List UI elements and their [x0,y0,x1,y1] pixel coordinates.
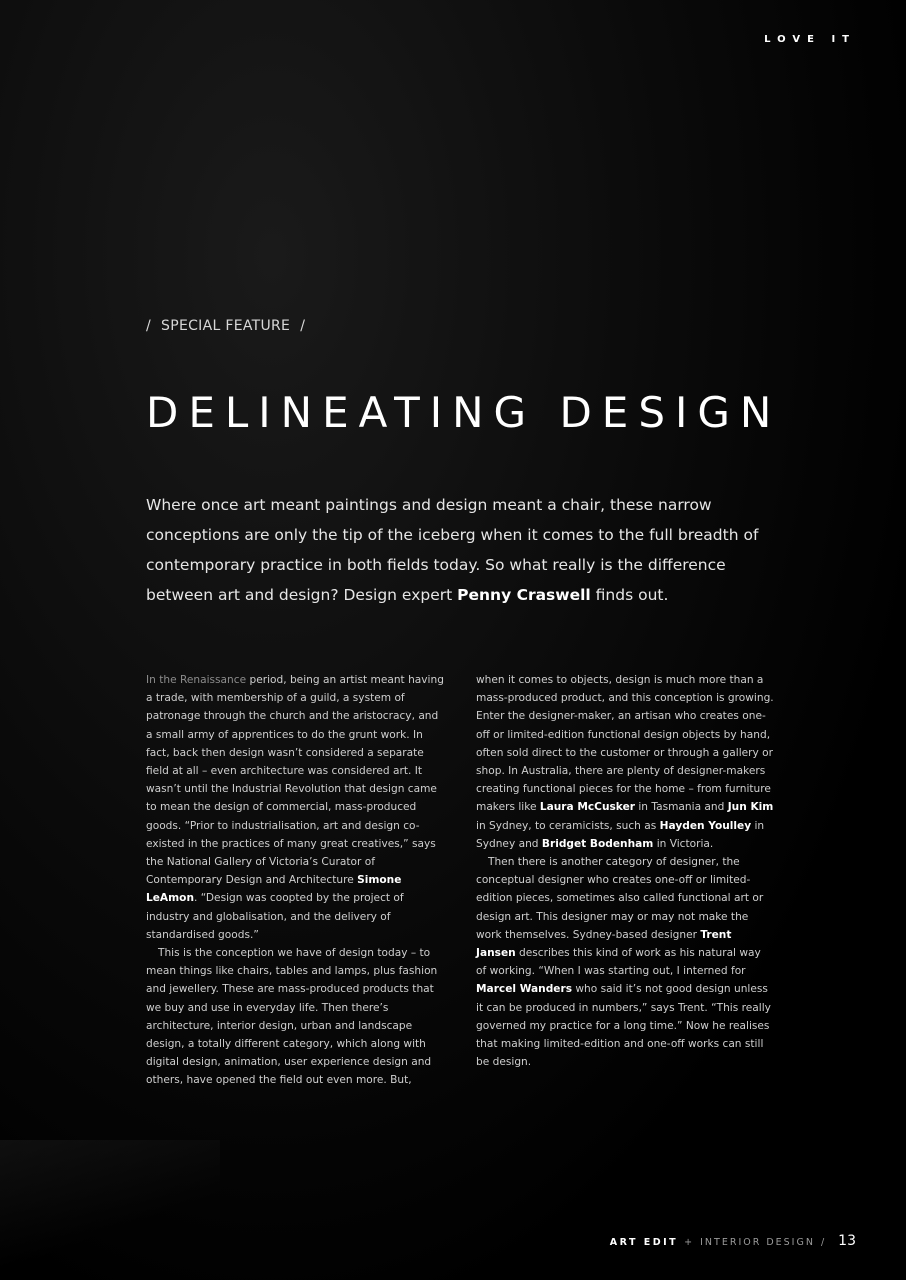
paragraph-text: when it comes to objects, design is much more than a mass-produced product, and this conception is growing. Enter the designer-maker, an artisan who creates one-off or limited-edition functional design objects by hand, often sold direct to the customer or through a gallery or shop. In Australia, there are plenty of designer-makers creating functional pieces for the home – from furniture makers like [476,674,774,814]
background-shadow [0,1140,220,1280]
kicker-slash-right: / [300,318,306,334]
lead-in: In the Renaissance [146,674,247,686]
person-name: Jun Kim [727,801,774,814]
person-name: Bridget Bodenham [541,837,654,850]
section-tag: LOVE IT [764,34,856,45]
paragraph-text: in Victoria. [653,837,714,850]
body-column-right [476,671,774,1071]
paragraph-text: in Sydney and [476,819,765,850]
person-name: Hayden Youlley [659,819,752,832]
article-title: DELINEATING DESIGN [146,388,782,437]
person-name: Laura McCusker [539,801,635,814]
page-number: 13 [838,1233,856,1249]
footer-slash: / [820,1237,827,1248]
kicker-slash-left: / [146,318,152,334]
paragraph [146,671,444,944]
paragraph-text: Then there is another category of designer, the conceptual designer who creates one-off or limited-edition pieces, sometimes also called functional art or design art. This designer may or may not make the work themselves. Sydney-based designer [476,856,764,941]
kicker [146,318,315,334]
paragraph [476,671,774,853]
person-name: Marcel Wanders [476,983,572,996]
footer-brand: ART EDIT [609,1237,679,1248]
paragraph: This is the conception we have of design today – to mean things like chairs, tables and lamps, plus fashion and jewellery. These are mass-produced products that we buy and use in everyday life. Then there’s architecture, interior design, urban and landscape design, a totally different category, which along with digital design, animation, user experience design and others, have opened the field out even more. But, [146,947,438,1087]
person-name: Simone LeAmon [146,874,402,905]
body-column-left [146,671,444,1090]
paragraph-text: describes this kind of work as his natural way of working. “When I was starting out, I interned for [476,947,761,978]
standfirst-text: Where once art meant paintings and design meant a chair, these narrow conceptions are only the tip of the iceberg when it comes to the full breadth of contemporary practice in both fields today. So what really is the difference between art and design? Design expert [146,496,759,604]
paragraph-text: in Tasmania and [634,801,728,814]
standfirst [146,490,796,610]
page-footer [610,1233,856,1249]
person-name: Trent Jansen [476,928,732,960]
kicker-label: SPECIAL FEATURE [161,318,291,334]
footer-subtitle: INTERIOR DESIGN [700,1237,815,1248]
paragraph-text: . “Design was coopted by the project of industry and globalisation, and the delivery of standardised goods.” [146,892,404,941]
author-name: Penny Craswell [457,586,591,604]
footer-plus: + [684,1237,695,1248]
standfirst-tail: finds out. [590,586,669,604]
paragraph [476,853,774,1071]
paragraph-text: who said it’s not good design unless it can be produced in numbers,” says Trent. “This really governed my practice for a long time.” Now he realises that making limited-edition and one-off works can still be design. [476,983,771,1069]
paragraph-text: in Sydney, to ceramicists, such as [476,819,660,832]
paragraph-text: period, being an artist meant having a trade, with membership of a guild, a system of patronage through the church and the aristocracy, and a small army of apprentices to do the grunt work. In fact, back then design wasn’t considered a separate field at all – even architecture was considered art. It wasn’t until the Industrial Revolution that design came to mean the design of commercial, mass-produced goods. “Prior to industrialisation, art and design co-existed in the practices of many great creatives,” says the National Gallery of Victoria’s Curator of Contemporary Design and Architecture [146,674,444,887]
